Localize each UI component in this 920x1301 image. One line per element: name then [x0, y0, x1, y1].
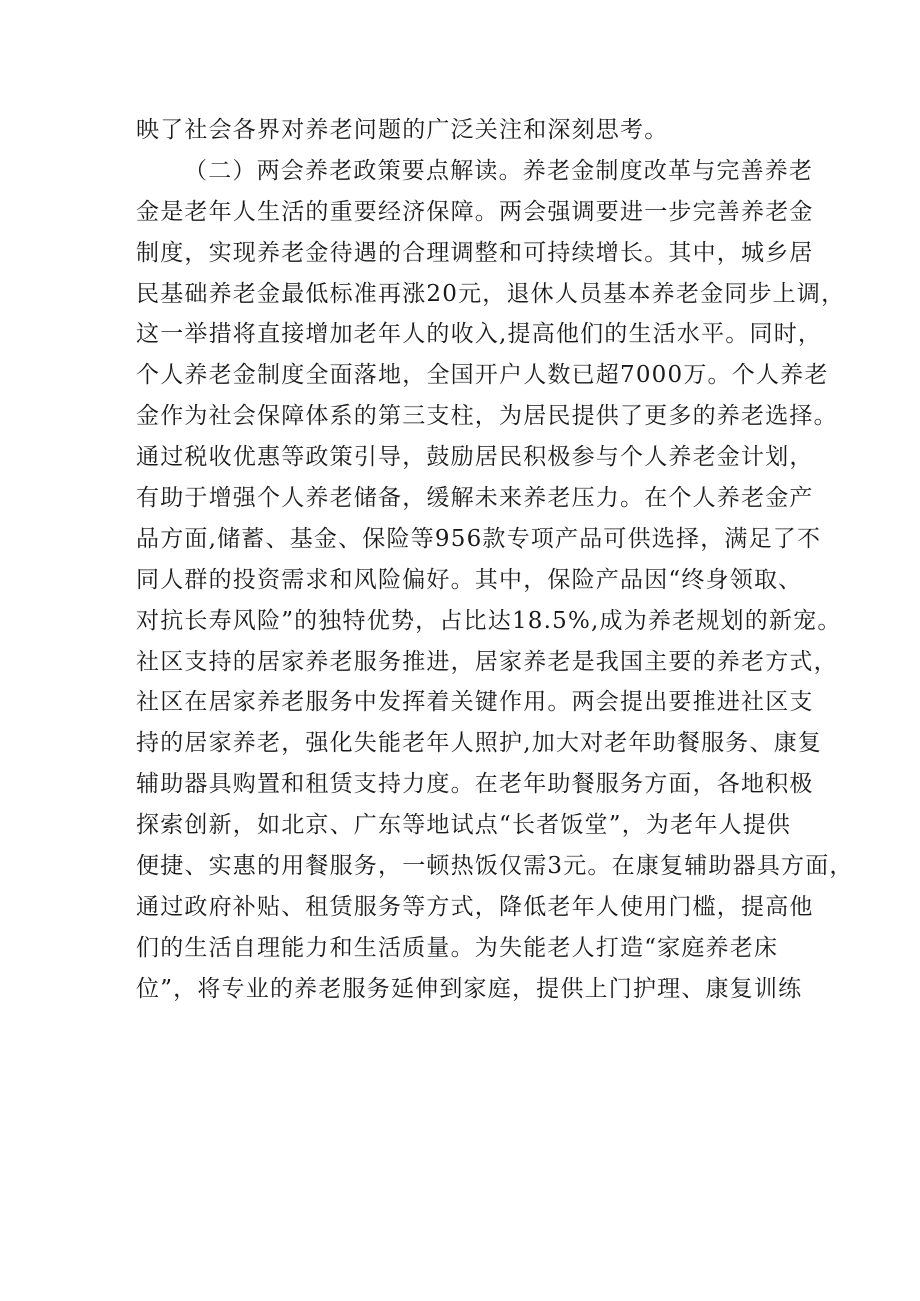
- text-line: 社区在居家养老服务中发挥着关键作用。两会提出要推进社区支: [136, 689, 814, 716]
- text-line: 同人群的投资需求和风险偏好。其中，保险产品因“终身领取、: [136, 566, 803, 593]
- text-line: 通过政府补贴、租赁服务等方式，降低老年人使用门槛，提高他: [136, 893, 814, 920]
- body-text: [136, 110, 854, 1010]
- text-line: 这一举措将直接增加老年人的收入,提高他们的生活水平。同时，: [136, 321, 823, 348]
- text-line: 探索创新，如北京、广东等地试点“长者饭堂”，为老年人提供: [136, 812, 792, 839]
- text-line: 制度，实现养老金待遇的合理调整和可持续增长。其中，城乡居: [136, 239, 814, 266]
- text-line-section-heading: （二）两会养老政策要点解读。养老金制度改革与完善养老: [184, 157, 814, 184]
- text-line: 民基础养老金最低标准再涨20元，退休人员基本养老金同步上调，: [136, 280, 846, 307]
- text-line: 对抗长寿风险”的独特优势，占比达18.5%,成为养老规划的新宠。: [136, 607, 842, 634]
- text-line: 有助于增强个人养老储备，缓解未来养老压力。在个人养老金产: [136, 485, 814, 512]
- text-line: 便捷、实惠的用餐服务，一顿热饭仅需3元。在康复辅助器具方面，: [136, 853, 854, 880]
- text-line: 品方面,储蓄、基金、保险等956款专项产品可供选择，满足了不: [136, 525, 822, 552]
- text-line: 持的居家养老，强化失能老年人照护,加大对老年助餐服务、康复: [136, 730, 823, 757]
- text-line: 通过税收优惠等政策引导，鼓励居民积极参与个人养老金计划，: [136, 444, 814, 471]
- text-line: 金作为社会保障体系的第三支柱，为居民提供了更多的养老选择。: [136, 403, 838, 430]
- text-line: 金是老年人生活的重要经济保障。两会强调要进一步完善养老金: [136, 198, 814, 225]
- text-line: 个人养老金制度全面落地，全国开户人数已超7000万。个人养老: [136, 362, 829, 389]
- text-line: 映了社会各界对养老问题的广泛关注和深刻思考。: [136, 117, 669, 143]
- text-line: 们的生活自理能力和生活质量。为失能老人打造“家庭养老床: [136, 934, 779, 961]
- text-line: 位”，将专业的养老服务延伸到家庭，提供上门护理、康复训练: [136, 975, 803, 1002]
- text-line: 辅助器具购置和租赁支持力度。在老年助餐服务方面，各地积极: [136, 771, 814, 798]
- text-line: 社区支持的居家养老服务推进，居家养老是我国主要的养老方式，: [136, 648, 838, 675]
